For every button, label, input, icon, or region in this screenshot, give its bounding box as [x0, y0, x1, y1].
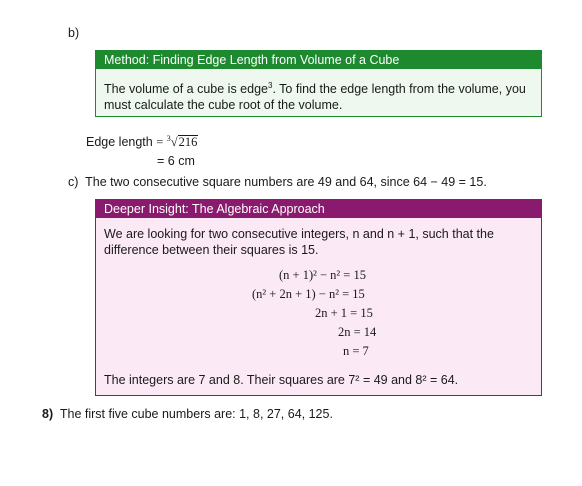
method-box-text: The volume of a cube is edge$^3$. To find the edge length from the volume, you must calculate the cube root of the volume.	[104, 81, 526, 112]
insight-conclusion: The integers are 7 and 8. Their squares are 7² = 49 and 8² = 64.	[104, 373, 459, 387]
equation-line: (n² + 2n + 1) − n² = 15	[252, 287, 365, 301]
equation-line: (n + 1)² − n² = 15	[279, 268, 366, 282]
part-b-label: b)	[68, 26, 80, 40]
method-box-title: Method: Finding Edge Length from Volume of a Cube	[96, 51, 541, 69]
insight-box	[95, 199, 542, 396]
item-8-number: 8)	[42, 407, 54, 421]
part-c-text: The two consecutive square numbers are 49 and 64, since 64 − 49 = 15.	[85, 175, 487, 189]
equation-line: 2n = 14	[338, 325, 377, 339]
root-index: 3	[166, 134, 171, 143]
insight-box-title: Deeper Insight: The Algebraic Approach	[96, 200, 541, 218]
item-8-text: The first five cube numbers are: 1, 8, 27, 64, 125.	[59, 407, 333, 421]
equation-line: 2n + 1 = 15	[315, 306, 373, 320]
edge-length-line: Edge length = $^3$√216	[86, 134, 198, 150]
edge-length-result: = 6 cm	[157, 154, 195, 168]
insight-box-intro: We are looking for two consecutive integers, n and n + 1, such that the difference between their squares is 15.	[104, 227, 494, 257]
part-c-label: c) The two consecutive square numbers are 49 and 64, since 64 − 49 = 15.	[68, 175, 487, 189]
item-8	[42, 407, 333, 421]
method-box	[95, 50, 542, 117]
equation-line: n = 7	[343, 344, 369, 358]
radicand: 216	[178, 135, 198, 150]
edge-length-label: Edge length	[86, 135, 153, 150]
